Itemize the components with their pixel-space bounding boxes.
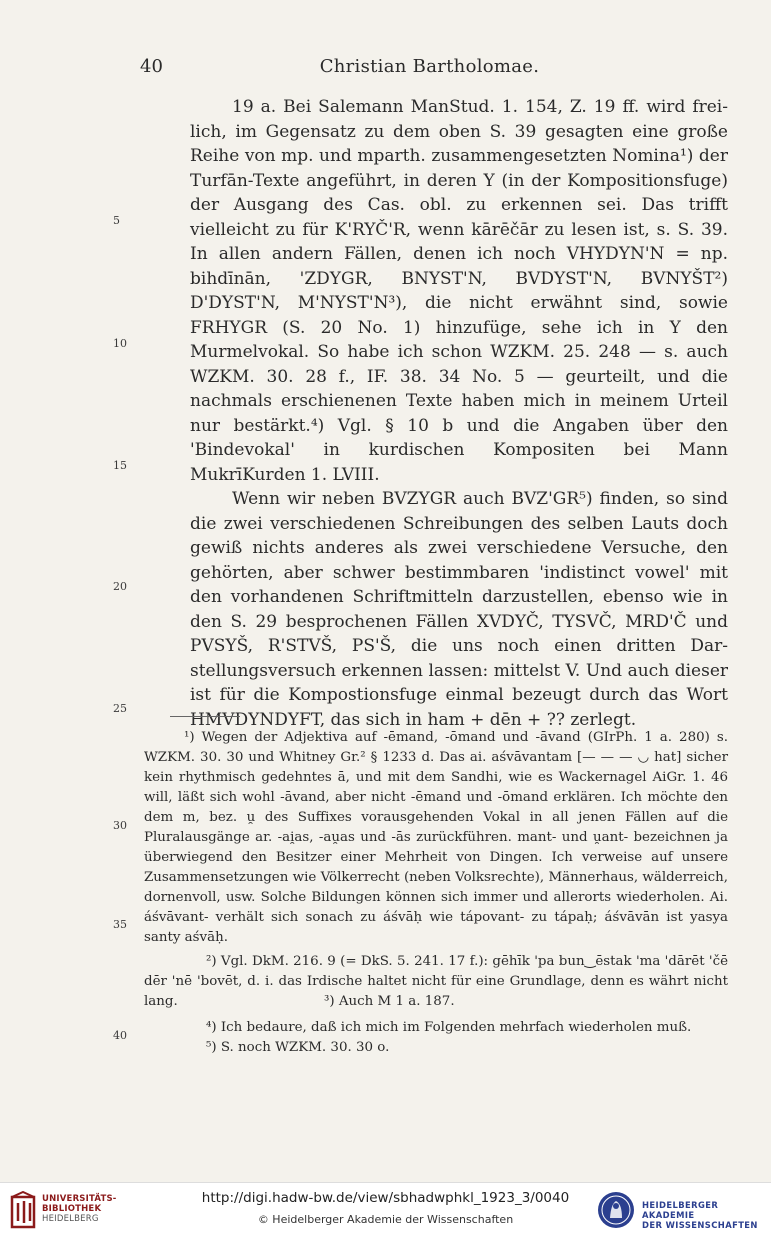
line-number: 40 (113, 1029, 127, 1042)
permalink-url[interactable]: http://digi.hadw-bw.de/view/sbhadwphkl_1923_3/0040 (201, 1190, 570, 1206)
page-number: 40 (140, 56, 163, 77)
paragraph-19a: 19 a. Bei Salemann ManStud. 1. 154, Z. 19 ff. wird freilich, im Gegensatz zu dem oben S. 39 gesagten eine große Reihe von mp. und mparth. zusammengesetzten Nomina¹) der Turfān-Texte angeführt, in deren Y (in der Kompositionsfuge) der Ausgang des Cas. obl. zu erkennen sei. Das trifft vielleicht zu für K'RYČ'R, wenn kārēčār zu lesen ist, s. S. 39. In allen andern Fällen, denen ich noch VHYDYN'N = np. bihdīnān, 'ZDYGR, BNYST'N, BVDYST'N, BVNYŠT²) D'DYST'N, M'NYST'N³), die nicht erwähnt sind, sowie FRHYGR (S. 20 No. 1) hinzufüge, sehe ich in Y den Murmelvokal. So habe ich schon WZKM. 25. 248 — s. auch WZKM. 30. 28 f., IF. 38. 34 No. 5 — geurteilt, und die nachmals erschienenen Texte haben mich in meinem Urteil nur bestärkt.⁴) Vgl. § 10 b und die Angaben über den 'Bindevokal' in kurdischen Kompositen bei Mann MukrīKurden 1. LVIII. (190, 97, 728, 485)
viewer-footer (0, 1182, 771, 1237)
page-header (140, 56, 719, 86)
main-text (190, 95, 728, 732)
line-number: 35 (113, 918, 127, 931)
footnotes (144, 728, 728, 1058)
footnote-rule (170, 716, 240, 717)
line-number: 20 (113, 580, 127, 593)
footnote-5: ⁵) S. noch WZKM. 30. 30 o. (206, 1040, 390, 1055)
line-number: 5 (113, 214, 120, 227)
line-number: 10 (113, 337, 127, 350)
line-number: 30 (113, 819, 127, 832)
paragraph-2: Wenn wir neben BVZYGR auch BVZ'GR⁵) finden, so sind die zwei verschiedenen Schreibungen des selben Lauts doch gewiß nichts anderes als zwei verschiedene Versuche, den gehörten, aber schwer bestimmbaren 'indistinct vowel' mit den vorhandenen Schriftmitteln darzustellen, ebenso wie in den S. 29 besprochenen Fällen XVDYČ, TYSVČ, MRD'Č und PVSYŠ, R'STVŠ, PS'Š, die uns noch einen dritten Darstellungsversuch erkennen lassen: mittelst V. Und auch dieser ist für die Kompostionsfuge einmal bezeugt durch das Wort HMVDYNDYFT, das sich in ham + dēn + ?? zerlegt. (190, 489, 728, 730)
university-library-name[interactable]: UNIVERSITÄTS- BIBLIOTHEK HEIDELBERG (42, 1194, 117, 1224)
footnote-2: ²) Vgl. DkM. 216. 9 (= DkS. 5. 241. 17 f.): gēhīk 'pa bun‿ēstak 'ma 'dārēt 'čē dēr 'nē 'bovēt, d. i. das Irdische haltet nicht für eine Grundlage, denn es währt nicht lang. (144, 954, 728, 1009)
footnote-4: ⁴) Ich bedaure, daß ich mich im Folgenden mehrfach wiederholen muß. (206, 1020, 692, 1035)
footnote-1: ¹) Wegen der Adjektiva auf -ēmand, -ōmand und -āvand (GIrPh. 1 a. 280) s. WZKM. 30. 30 und Whitney Gr.² § 1233 d. Das ai. aśvāvantam [— — — ◡ hat] sicher kein rhythmisch gedehntes ā, und mit dem Sandhi, wie es Wackernagel AiGr. 1. 46 will, läßt sich wohl -āvand, aber nicht -ēmand und -ōmand erklären. Ich möchte den dem m, bez. u̯ des Suffixes vorausgehenden Vokal in all jenen Fällen auf die Pluralausgänge ar. -ai̯as, -au̯as und -ās zurückführen. mant- und u̯ant- bezeichnen ja überwiegend den Besitzer einer Mehrheit von Dingen. Ich verweise auf unsere Zusammensetzungen wie Völkerrecht (neben Volksrechte), Männerhaus, wälderreich, dornenvoll, usw. Solche Bildungen können sich immer und allerorts wiederholen. Ai. áśvāvant- verhält sich sonach zu áśvāḥ wie tápovant- zu tápaḥ; áśvāvān ist yasya santy aśvāḥ. (144, 730, 728, 945)
copyright-notice: © Heidelberger Akademie der Wissenschaften (257, 1213, 514, 1226)
running-title: Christian Bartholomae. (319, 56, 540, 77)
line-number: 15 (113, 459, 127, 472)
footnote-3: ³) Auch M 1 a. 187. (324, 994, 455, 1009)
academy-seal-icon[interactable] (596, 1190, 636, 1230)
line-number: 25 (113, 702, 127, 715)
academy-name[interactable]: HEIDELBERGER AKADEMIE DER WISSENSCHAFTEN (642, 1200, 758, 1230)
